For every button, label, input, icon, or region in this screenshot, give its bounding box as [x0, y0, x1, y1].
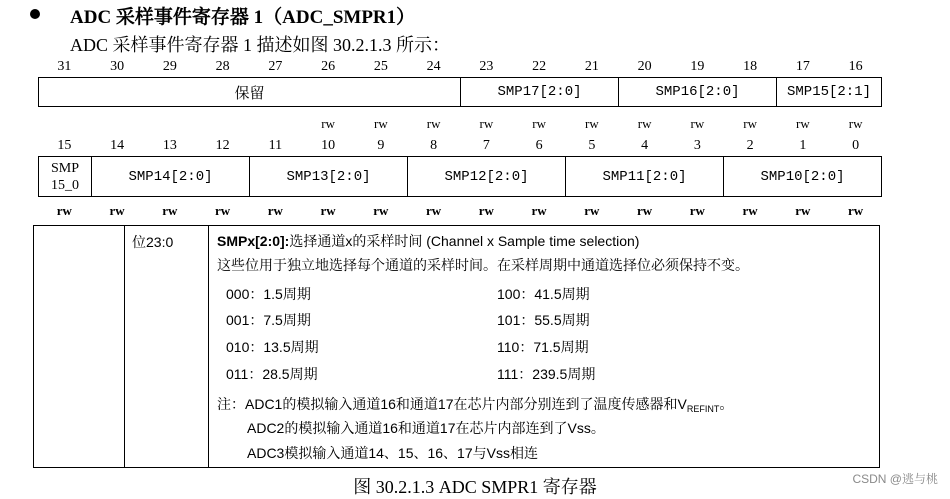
value-option: 000：1.5周期 [226, 286, 311, 302]
value-option: 111：239.5周期 [497, 366, 596, 382]
bit-number: 9 [377, 138, 385, 153]
bit-number: 23 [479, 59, 494, 74]
access-label: rw [321, 116, 335, 131]
bit-number: 28 [215, 59, 230, 74]
access-label: rw [531, 203, 547, 218]
access-label: rw [584, 203, 600, 218]
bit-number: 16 [848, 59, 863, 74]
access-label: rw [267, 203, 283, 218]
access-label: rw [426, 116, 441, 131]
bit-number: 13 [162, 138, 177, 153]
bit-numbers-high [38, 58, 882, 76]
access-label: rw [795, 203, 811, 218]
bit-number: 12 [215, 138, 230, 153]
watermark: CSDN @逃与桃 [852, 472, 938, 486]
note-line-2: ADC2的模拟输入通道16和通道17在芯片内部连到了Vss。 [247, 420, 605, 436]
field-smp15-low: SMP 15_0 [39, 157, 92, 196]
field-smp15-high: SMP15[2:1] [786, 84, 871, 100]
field-title: 选择通道x的采样时间 (Channel x Sample time selection) [289, 233, 640, 249]
bit-description-table [33, 225, 880, 468]
field-smp14: SMP14[2:0] [92, 157, 250, 196]
bit-number: 17 [795, 59, 810, 74]
bit-number: 21 [584, 59, 599, 74]
value-option: 100：41.5周期 [497, 286, 590, 302]
bits-cell: 位23:0 [132, 234, 174, 250]
field-smp16: SMP16[2:0] [619, 78, 777, 106]
access-label: rw [162, 203, 178, 218]
bit-number: 27 [268, 59, 283, 74]
access-label: rw [637, 203, 653, 218]
access-label: rw [374, 116, 388, 131]
bit-number: 10 [321, 138, 336, 153]
figure-caption: 图 30.2.1.3 ADC SMPR1 寄存器 [353, 477, 597, 497]
value-option: 001：7.5周期 [226, 312, 311, 328]
bit-number: 25 [373, 59, 388, 74]
bit-number: 0 [852, 138, 860, 153]
field-smp11: SMP11[2:0] [566, 157, 724, 196]
access-row-high [38, 116, 882, 132]
bit-number: 14 [110, 138, 125, 153]
bit-number: 31 [57, 59, 72, 74]
access-label: rw [320, 203, 336, 218]
value-option: 101：55.5周期 [497, 312, 590, 328]
note-line-3: ADC3模拟输入通道14、15、16、17与Vss相连 [247, 445, 538, 461]
access-label: rw [109, 203, 125, 218]
field-smp12: SMP12[2:0] [408, 157, 566, 196]
access-label: rw [689, 203, 705, 218]
access-label: rw [690, 116, 705, 131]
access-label: rw [532, 116, 546, 131]
description-line: 这些位用于独立地选择每个通道的采样时间。在采样周期中通道选择位必须保持不变。 [217, 257, 749, 273]
register-fields-low [38, 156, 882, 197]
bit-number: 22 [532, 59, 547, 74]
value-option: 010：13.5周期 [226, 339, 319, 355]
access-label: rw [848, 203, 864, 218]
access-label: rw [585, 116, 599, 131]
access-label: rw [796, 116, 810, 131]
bit-number: 5 [588, 138, 596, 153]
bit-number: 30 [110, 59, 125, 74]
access-label: rw [848, 116, 863, 131]
register-fields-high [38, 77, 882, 107]
section-title: ADC 采样事件寄存器 1（ADC_SMPR1） [70, 7, 416, 28]
bit-number: 18 [743, 59, 758, 74]
bit-number: 19 [690, 59, 705, 74]
bit-number: 4 [641, 138, 649, 153]
bits-column-divider [124, 226, 209, 467]
field-reserved: 保留 [39, 78, 461, 106]
access-row-low [38, 203, 882, 219]
bit-number: 8 [430, 138, 438, 153]
access-label: rw [478, 203, 494, 218]
bit-number: 20 [637, 59, 652, 74]
access-label: rw [637, 116, 652, 131]
access-label: rw [56, 203, 72, 218]
field-smp10: SMP10[2:0] [760, 168, 845, 185]
field-smp13: SMP13[2:0] [250, 157, 408, 196]
bit-number: 1 [799, 138, 807, 153]
bit-numbers-low [38, 137, 882, 155]
access-label: rw [373, 203, 389, 218]
value-option: 011：28.5周期 [226, 366, 318, 382]
access-label: rw [742, 203, 758, 218]
bit-number: 15 [57, 138, 72, 153]
bit-number: 3 [693, 138, 701, 153]
section-description: ADC 采样事件寄存器 1 描述如图 30.2.1.3 所示： [70, 35, 451, 55]
access-label: rw [743, 116, 757, 131]
field-name: SMPx[2:0]: [217, 233, 290, 249]
value-option: 110：71.5周期 [497, 339, 589, 355]
bit-number: 6 [535, 138, 543, 153]
note-line-1: 注：ADC1的模拟输入通道16和通道17在芯片内部分别连到了温度传感器和$V_{REFINT}$。 [217, 396, 734, 414]
bit-number: 24 [426, 59, 441, 74]
access-label: rw [215, 203, 231, 218]
bit-number: 7 [482, 138, 490, 153]
field-smp17: SMP17[2:0] [461, 78, 619, 106]
bit-number: 29 [162, 59, 177, 74]
bullet-icon [30, 9, 40, 19]
access-label: rw [479, 116, 494, 131]
bit-number: 11 [268, 138, 283, 153]
access-label: rw [426, 203, 442, 218]
bit-number: 26 [321, 59, 336, 74]
bit-number: 2 [746, 138, 754, 153]
